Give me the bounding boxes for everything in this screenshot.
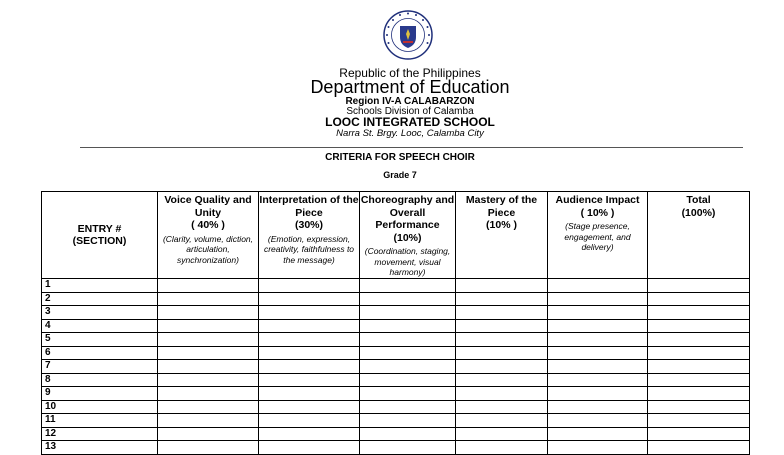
score-cell[interactable] bbox=[456, 427, 548, 441]
score-cell[interactable] bbox=[158, 292, 259, 306]
entry-number: 13 bbox=[42, 441, 158, 455]
score-cell[interactable] bbox=[456, 387, 548, 401]
entry-number: 10 bbox=[42, 400, 158, 414]
score-cell[interactable] bbox=[360, 346, 456, 360]
column-header bbox=[42, 192, 158, 279]
table-row bbox=[42, 373, 750, 387]
score-cell[interactable] bbox=[259, 373, 360, 387]
score-cell[interactable] bbox=[456, 441, 548, 455]
entry-number: 8 bbox=[42, 373, 158, 387]
entry-number: 7 bbox=[42, 360, 158, 374]
score-cell[interactable] bbox=[259, 333, 360, 347]
header-divider bbox=[80, 147, 743, 148]
entry-number: 11 bbox=[42, 414, 158, 428]
table-row bbox=[42, 306, 750, 320]
score-cell[interactable] bbox=[259, 279, 360, 293]
score-cell[interactable] bbox=[158, 400, 259, 414]
table-header-row bbox=[42, 192, 750, 279]
column-header-description: (Coordination, staging, movement, visual harmony) bbox=[364, 246, 451, 277]
score-cell[interactable] bbox=[648, 279, 750, 293]
score-cell[interactable] bbox=[648, 319, 750, 333]
score-cell[interactable] bbox=[548, 292, 648, 306]
column-header-label: Mastery of the Piece (10% ) bbox=[465, 194, 538, 231]
score-cell[interactable] bbox=[360, 400, 456, 414]
table-row bbox=[42, 333, 750, 347]
score-cell[interactable] bbox=[548, 360, 648, 374]
score-cell[interactable] bbox=[259, 292, 360, 306]
score-cell[interactable] bbox=[548, 346, 648, 360]
table-row bbox=[42, 360, 750, 374]
score-cell[interactable] bbox=[648, 292, 750, 306]
entry-number: 2 bbox=[42, 292, 158, 306]
table-row bbox=[42, 319, 750, 333]
score-cell[interactable] bbox=[158, 279, 259, 293]
score-cell[interactable] bbox=[548, 387, 648, 401]
score-cell[interactable] bbox=[456, 360, 548, 374]
score-cell[interactable] bbox=[548, 319, 648, 333]
score-cell[interactable] bbox=[548, 306, 648, 320]
criteria-table bbox=[41, 191, 750, 455]
score-cell[interactable] bbox=[360, 414, 456, 428]
score-cell[interactable] bbox=[360, 427, 456, 441]
score-cell[interactable] bbox=[548, 333, 648, 347]
republic-line: Republic of the Philippines bbox=[339, 66, 481, 80]
score-cell[interactable] bbox=[456, 346, 548, 360]
score-cell[interactable] bbox=[648, 414, 750, 428]
score-cell[interactable] bbox=[158, 427, 259, 441]
entry-number: 3 bbox=[42, 306, 158, 320]
score-cell[interactable] bbox=[456, 414, 548, 428]
score-cell[interactable] bbox=[456, 292, 548, 306]
score-cell[interactable] bbox=[360, 319, 456, 333]
score-cell[interactable] bbox=[456, 373, 548, 387]
score-cell[interactable] bbox=[158, 373, 259, 387]
score-cell[interactable] bbox=[648, 360, 750, 374]
score-cell[interactable] bbox=[548, 279, 648, 293]
entry-number: 4 bbox=[42, 319, 158, 333]
entry-number: 12 bbox=[42, 427, 158, 441]
score-cell[interactable] bbox=[158, 346, 259, 360]
school-name: LOOC INTEGRATED SCHOOL bbox=[325, 115, 495, 129]
column-header-description: (Emotion, expression, creativity, faithfulness to the message) bbox=[263, 233, 355, 265]
score-cell[interactable] bbox=[648, 333, 750, 347]
table-body bbox=[42, 279, 750, 455]
score-cell[interactable] bbox=[158, 387, 259, 401]
table-row bbox=[42, 387, 750, 401]
score-cell[interactable] bbox=[548, 373, 648, 387]
grade-label: Grade 7 bbox=[383, 170, 417, 180]
column-header bbox=[259, 192, 360, 279]
score-cell[interactable] bbox=[548, 414, 648, 428]
column-header bbox=[158, 192, 259, 279]
score-cell[interactable] bbox=[259, 319, 360, 333]
column-header-description: (Clarity, volume, diction, articulation, synchronization) bbox=[162, 233, 254, 265]
column-header bbox=[456, 192, 548, 279]
score-cell[interactable] bbox=[360, 333, 456, 347]
score-cell[interactable] bbox=[158, 306, 259, 320]
column-header-description: (Stage presence, engagement, and delivery) bbox=[564, 221, 631, 252]
score-cell[interactable] bbox=[360, 387, 456, 401]
table-row bbox=[42, 414, 750, 428]
score-cell[interactable] bbox=[259, 427, 360, 441]
score-cell[interactable] bbox=[158, 441, 259, 455]
table-row bbox=[42, 427, 750, 441]
table-row bbox=[42, 292, 750, 306]
table-row bbox=[42, 279, 750, 293]
score-cell[interactable] bbox=[456, 333, 548, 347]
score-cell[interactable] bbox=[158, 414, 259, 428]
score-cell[interactable] bbox=[548, 441, 648, 455]
score-cell[interactable] bbox=[259, 306, 360, 320]
score-cell[interactable] bbox=[648, 400, 750, 414]
score-cell[interactable] bbox=[158, 360, 259, 374]
entry-number: 6 bbox=[42, 346, 158, 360]
score-cell[interactable] bbox=[259, 387, 360, 401]
entry-number: 9 bbox=[42, 387, 158, 401]
score-cell[interactable] bbox=[360, 373, 456, 387]
table-row bbox=[42, 441, 750, 455]
column-header-label: Choreography and Overall Performance (10%) bbox=[360, 194, 455, 244]
entry-number: 1 bbox=[42, 279, 158, 293]
column-header-label: Total (100%) bbox=[681, 194, 716, 219]
table-row bbox=[42, 346, 750, 360]
score-cell[interactable] bbox=[456, 279, 548, 293]
score-cell[interactable] bbox=[648, 373, 750, 387]
column-header-label: Audience Impact ( 10% ) bbox=[555, 194, 640, 219]
score-cell[interactable] bbox=[456, 319, 548, 333]
score-cell[interactable] bbox=[259, 414, 360, 428]
column-header-label: ENTRY # (SECTION) bbox=[72, 222, 127, 247]
score-cell[interactable] bbox=[259, 346, 360, 360]
table-row bbox=[42, 400, 750, 414]
score-cell[interactable] bbox=[259, 441, 360, 455]
score-cell[interactable] bbox=[360, 306, 456, 320]
score-cell[interactable] bbox=[456, 306, 548, 320]
document-title: CRITERIA FOR SPEECH CHOIR bbox=[325, 152, 475, 163]
column-header-label: Interpretation of the Piece (30%) bbox=[259, 194, 359, 231]
column-header bbox=[648, 192, 750, 279]
score-cell[interactable] bbox=[456, 400, 548, 414]
score-cell[interactable] bbox=[360, 441, 456, 455]
column-header-label: Voice Quality and Unity ( 40% ) bbox=[164, 194, 252, 231]
score-cell[interactable] bbox=[360, 360, 456, 374]
school-address: Narra St. Brgy. Looc, Calamba City bbox=[336, 128, 484, 139]
division-line: Schools Division of Calamba bbox=[346, 106, 474, 117]
score-cell[interactable] bbox=[259, 400, 360, 414]
score-cell[interactable] bbox=[648, 387, 750, 401]
score-cell[interactable] bbox=[158, 319, 259, 333]
score-cell[interactable] bbox=[648, 427, 750, 441]
score-cell[interactable] bbox=[259, 360, 360, 374]
score-cell[interactable] bbox=[548, 427, 648, 441]
score-cell[interactable] bbox=[548, 400, 648, 414]
deped-seal-icon bbox=[383, 10, 433, 60]
score-cell[interactable] bbox=[360, 292, 456, 306]
column-header bbox=[360, 192, 456, 279]
score-cell[interactable] bbox=[648, 306, 750, 320]
column-header bbox=[548, 192, 648, 279]
score-cell[interactable] bbox=[648, 346, 750, 360]
score-cell[interactable] bbox=[648, 441, 750, 455]
score-cell[interactable] bbox=[158, 333, 259, 347]
department-title: Department of Education bbox=[310, 77, 510, 97]
region-line: Region IV-A CALABARZON bbox=[345, 96, 475, 107]
score-cell[interactable] bbox=[360, 279, 456, 293]
entry-number: 5 bbox=[42, 333, 158, 347]
